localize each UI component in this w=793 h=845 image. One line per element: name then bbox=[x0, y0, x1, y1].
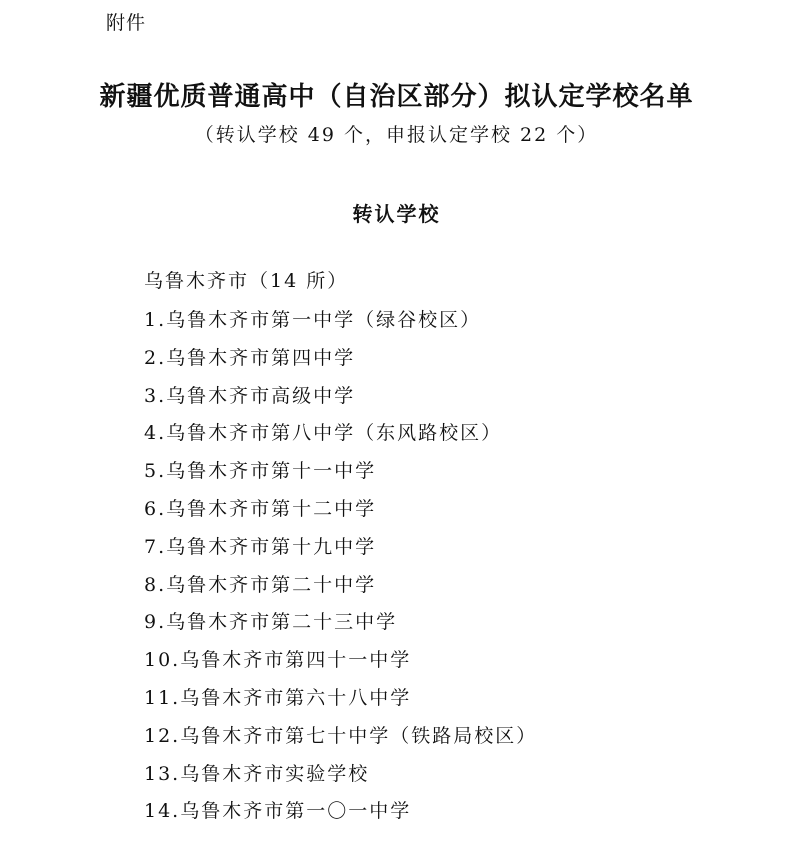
school-list-item: 9.乌鲁木齐市第二十三中学 bbox=[144, 611, 398, 634]
attachment-label: 附件 bbox=[106, 12, 147, 34]
document-title: 新疆优质普通高中（自治区部分）拟认定学校名单 bbox=[99, 82, 694, 112]
school-list-item: 2.乌鲁木齐市第四中学 bbox=[144, 346, 356, 369]
school-list-item: 1.乌鲁木齐市第一中学（绿谷校区） bbox=[144, 309, 482, 331]
school-list-item: 8.乌鲁木齐市第二十中学 bbox=[144, 573, 377, 596]
school-list-item: 11.乌鲁木齐市第六十八中学 bbox=[144, 686, 412, 709]
document-subtitle: （转认学校 49 个，申报认定学校 22 个） bbox=[194, 124, 599, 146]
school-list-item: 6.乌鲁木齐市第十二中学 bbox=[144, 497, 377, 520]
school-list-item: 4.乌鲁木齐市第八中学（东风路校区） bbox=[144, 422, 503, 445]
school-list-item: 13.乌鲁木齐市实验学校 bbox=[144, 762, 370, 785]
region-heading: 乌鲁木齐市（14 所） bbox=[144, 270, 349, 292]
school-list-item: 10.乌鲁木齐市第四十一中学 bbox=[144, 649, 412, 672]
school-list-item: 7.乌鲁木齐市第十九中学 bbox=[144, 535, 377, 558]
school-list bbox=[144, 305, 537, 834]
school-list-item: 3.乌鲁木齐市高级中学 bbox=[144, 384, 356, 407]
school-list-item: 12.乌鲁木齐市第七十中学（铁路局校区） bbox=[144, 724, 538, 747]
section-heading: 转认学校 bbox=[352, 202, 441, 226]
school-list-item: 5.乌鲁木齐市第十一中学 bbox=[144, 460, 377, 483]
school-list-item: 14.乌鲁木齐市第一〇一中学 bbox=[144, 800, 412, 823]
